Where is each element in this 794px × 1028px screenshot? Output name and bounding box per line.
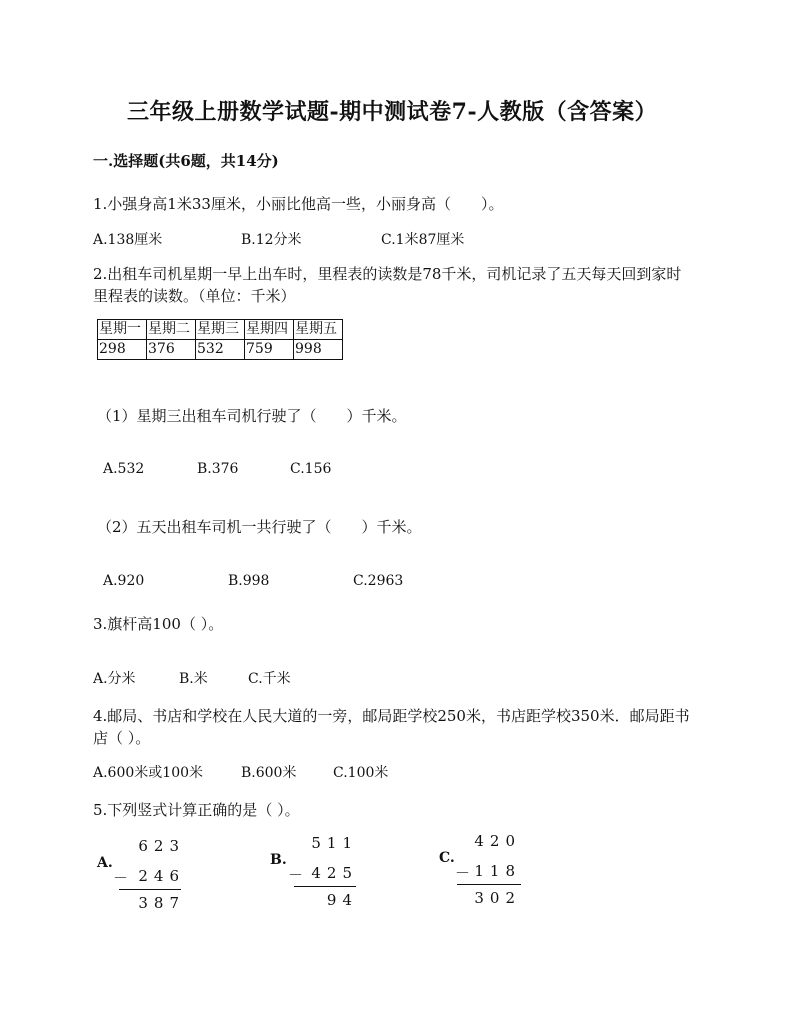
- minus-operator: －: [288, 866, 304, 884]
- difference: 302: [474, 889, 521, 907]
- table-cell: 759: [245, 340, 294, 360]
- q1-option-b[interactable]: B.12分米: [241, 232, 302, 248]
- q5-option-c[interactable]: [437, 830, 557, 910]
- q4-option-a[interactable]: A.600米或100米: [93, 765, 204, 781]
- result-line: [119, 889, 181, 890]
- question-2-line1: 2.出租车司机星期一早上出车时，里程表的读数是78千米，司机记录了五天每天回到家时: [93, 265, 682, 283]
- minus-operator: －: [455, 864, 471, 882]
- section-heading: 一.选择题(共6题，共14分): [93, 152, 279, 170]
- table-header-cell: 星期五: [294, 320, 343, 340]
- minuend: 420: [474, 832, 521, 850]
- minuend: 511: [311, 834, 358, 852]
- q4-option-b[interactable]: B.600米: [241, 765, 297, 781]
- q2-sub1-option-b[interactable]: B.376: [197, 461, 239, 477]
- table-header-cell: 星期三: [196, 320, 245, 340]
- question-3: 3.旗杆高100（ ）。: [93, 615, 224, 633]
- difference: 94: [326, 891, 358, 909]
- option-label: C.: [439, 850, 455, 866]
- table-header-cell: 星期一: [98, 320, 147, 340]
- q4-option-c[interactable]: C.100米: [333, 765, 389, 781]
- question-4-line2: 店（ ）。: [93, 729, 151, 747]
- minus-operator: －: [113, 869, 129, 887]
- question-1: 1.小强身高1米33厘米，小丽比他高一些，小丽身高（ ）。: [93, 195, 504, 213]
- table-row: [98, 340, 343, 360]
- q2-sub2-option-c[interactable]: C.2963: [353, 573, 404, 589]
- table-header-cell: 星期四: [245, 320, 294, 340]
- q2-sub2-option-b[interactable]: B.998: [228, 573, 270, 589]
- subtrahend: 246: [138, 867, 185, 885]
- table-cell: 376: [147, 340, 196, 360]
- q1-option-c[interactable]: C.1米87厘米: [381, 232, 465, 248]
- q1-option-a[interactable]: A.138厘米: [93, 232, 163, 248]
- q3-option-a[interactable]: A.分米: [93, 671, 136, 687]
- q3-option-c[interactable]: C.千米: [248, 671, 291, 687]
- subtrahend: 425: [311, 864, 358, 882]
- result-line: [457, 884, 521, 885]
- difference: 387: [138, 894, 185, 912]
- question-2-line2: 里程表的读数。（单位：千米）: [93, 287, 296, 305]
- question-4-line1: 4.邮局、书店和学校在人民大道的一旁，邮局距学校250米，书店距学校350米．邮局距书: [93, 707, 690, 725]
- option-label: B.: [270, 852, 287, 868]
- q5-option-a[interactable]: [93, 835, 213, 915]
- q3-option-b[interactable]: B.米: [179, 671, 208, 687]
- q2-sub1-option-c[interactable]: C.156: [290, 461, 332, 477]
- table-cell: 298: [98, 340, 147, 360]
- table-header-row: [98, 320, 343, 340]
- question-2-sub1: （1）星期三出租车司机行驶了（ ）千米。: [97, 407, 407, 425]
- table-cell: 532: [196, 340, 245, 360]
- odometer-table: [97, 319, 343, 360]
- question-2-sub2: （2）五天出租车司机一共行驶了（ ）千米。: [97, 518, 422, 536]
- q5-option-b[interactable]: [268, 832, 388, 912]
- page-title: 三年级上册数学试题-期中测试卷7-人教版（含答案）: [127, 99, 658, 125]
- question-5: 5.下列竖式计算正确的是（ ）。: [93, 801, 300, 819]
- q2-sub1-option-a[interactable]: A.532: [103, 461, 145, 477]
- option-label: A.: [97, 855, 113, 871]
- q2-sub2-option-a[interactable]: A.920: [103, 573, 145, 589]
- result-line: [294, 886, 356, 887]
- table-header-cell: 星期二: [147, 320, 196, 340]
- table-cell: 998: [294, 340, 343, 360]
- subtrahend: 118: [474, 862, 521, 880]
- minuend: 623: [138, 837, 185, 855]
